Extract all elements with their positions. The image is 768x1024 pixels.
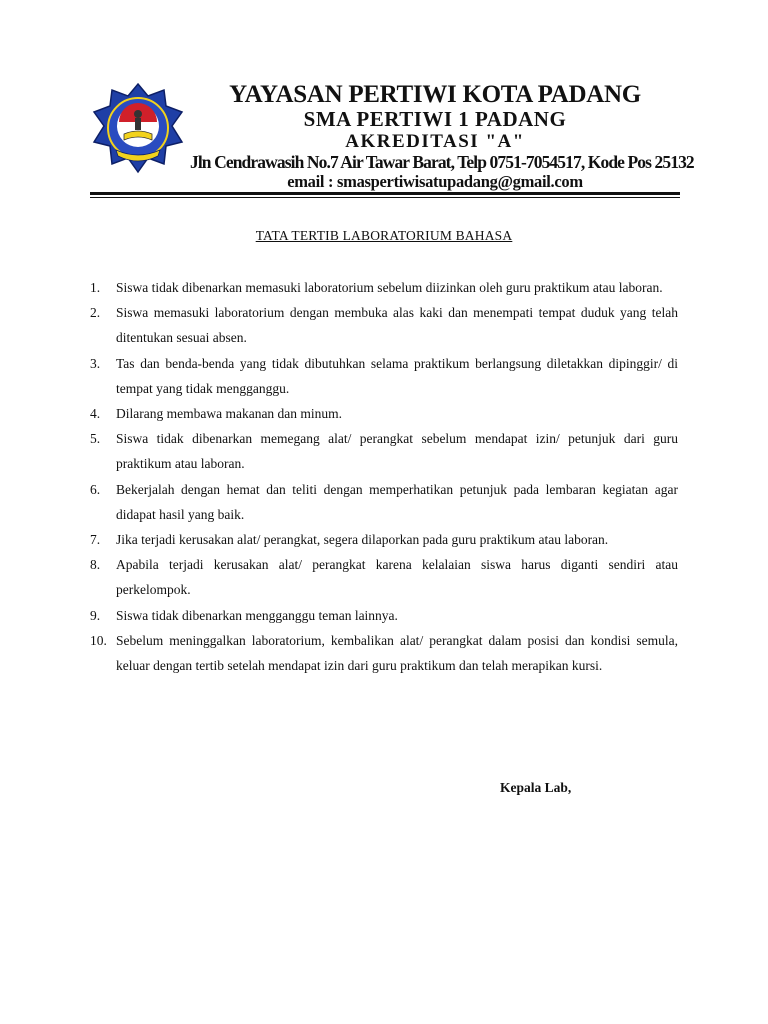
list-item — [90, 603, 678, 628]
list-item — [90, 477, 678, 527]
rule-number: 1. — [90, 280, 101, 295]
rule-text: Apabila terjadi kerusakan alat/ perangkat karena kelalaian siswa harus diganti sendiri atau perkelompok. — [116, 557, 678, 598]
rule-number: 2. — [90, 305, 101, 321]
rule-text: Dilarang membawa makanan dan minum. — [116, 406, 343, 422]
rule-text: Siswa tidak dibenarkan memegang alat/ perangkat sebelum mendapat izin/ petunjuk dari guru praktikum atau laboran. — [116, 431, 678, 472]
foundation-name: YAYASAN PERTIWI KOTA PADANG — [229, 81, 641, 108]
document-title: TATA TERTIB LABORATORIUM BAHASA — [255, 228, 513, 243]
rule-number: 9. — [90, 607, 101, 623]
school-email: email : smaspertiwisatupadang@gmail.com — [287, 171, 583, 191]
rule-number: 5. — [90, 431, 101, 447]
rules-list — [90, 275, 678, 678]
rule-text: Tas dan benda-benda yang tidak dibutuhkan selama praktikum berlangsung diletakkan dipinggir/ di tempat yang tidak mengganggu. — [116, 355, 678, 396]
rule-number: 7. — [90, 532, 101, 548]
emblem-figure-body — [135, 118, 141, 130]
rule-number: 3. — [90, 355, 101, 371]
list-item — [90, 628, 678, 678]
rule-number: 10. — [90, 632, 107, 648]
school-name: SMA PERTIWI 1 PADANG — [303, 107, 567, 131]
letterhead-divider-thick — [90, 192, 680, 195]
accreditation: AKREDITASI "A" — [345, 131, 525, 152]
rule-number: 4. — [90, 406, 101, 422]
list-item — [90, 275, 678, 300]
rule-text: Siswa tidak dibenarkan mengganggu teman lainnya. — [116, 607, 398, 623]
list-item — [90, 351, 678, 401]
rule-text: Jika terjadi kerusakan alat/ perangkat, segera dilaporkan pada guru praktikum atau laboran. — [116, 532, 609, 548]
rule-number: 6. — [90, 481, 101, 497]
list-item — [90, 552, 678, 602]
rule-text: Sebelum meninggalkan laboratorium, kembalikan alat/ perangkat dalam posisi dan kondisi semula, keluar dengan tertib setelah mendapat izin dari guru praktikum dan telah merapikan kursi. — [116, 632, 678, 674]
signature-label: Kepala Lab, — [500, 780, 572, 795]
letterhead — [90, 78, 694, 191]
school-address: Jln Cendrawasih No.7 Air Tawar Barat, Telp 0751-7054517, Kode Pos 25132 — [190, 152, 694, 172]
rule-text: Siswa memasuki laboratorium dengan membuka alas kaki dan menempati tempat duduk yang telah ditentukan sesuai absen. — [116, 305, 678, 346]
rule-text: Bekerjalah dengan hemat dan teliti dengan memperhatikan petunjuk pada lembaran kegiatan agar didapat hasil yang baik. — [116, 481, 678, 522]
list-item — [90, 401, 678, 426]
list-item — [90, 426, 678, 476]
rule-text: Siswa tidak dibenarkan memasuki laboratorium sebelum diizinkan oleh guru praktikum atau laboran. — [116, 280, 663, 295]
letterhead-text — [190, 78, 694, 191]
rule-number: 8. — [90, 557, 101, 573]
list-item — [90, 300, 678, 350]
emblem-figure-head — [134, 110, 142, 118]
letterhead-divider-thin — [90, 197, 680, 198]
list-item — [90, 527, 678, 552]
school-emblem-icon — [92, 82, 184, 174]
